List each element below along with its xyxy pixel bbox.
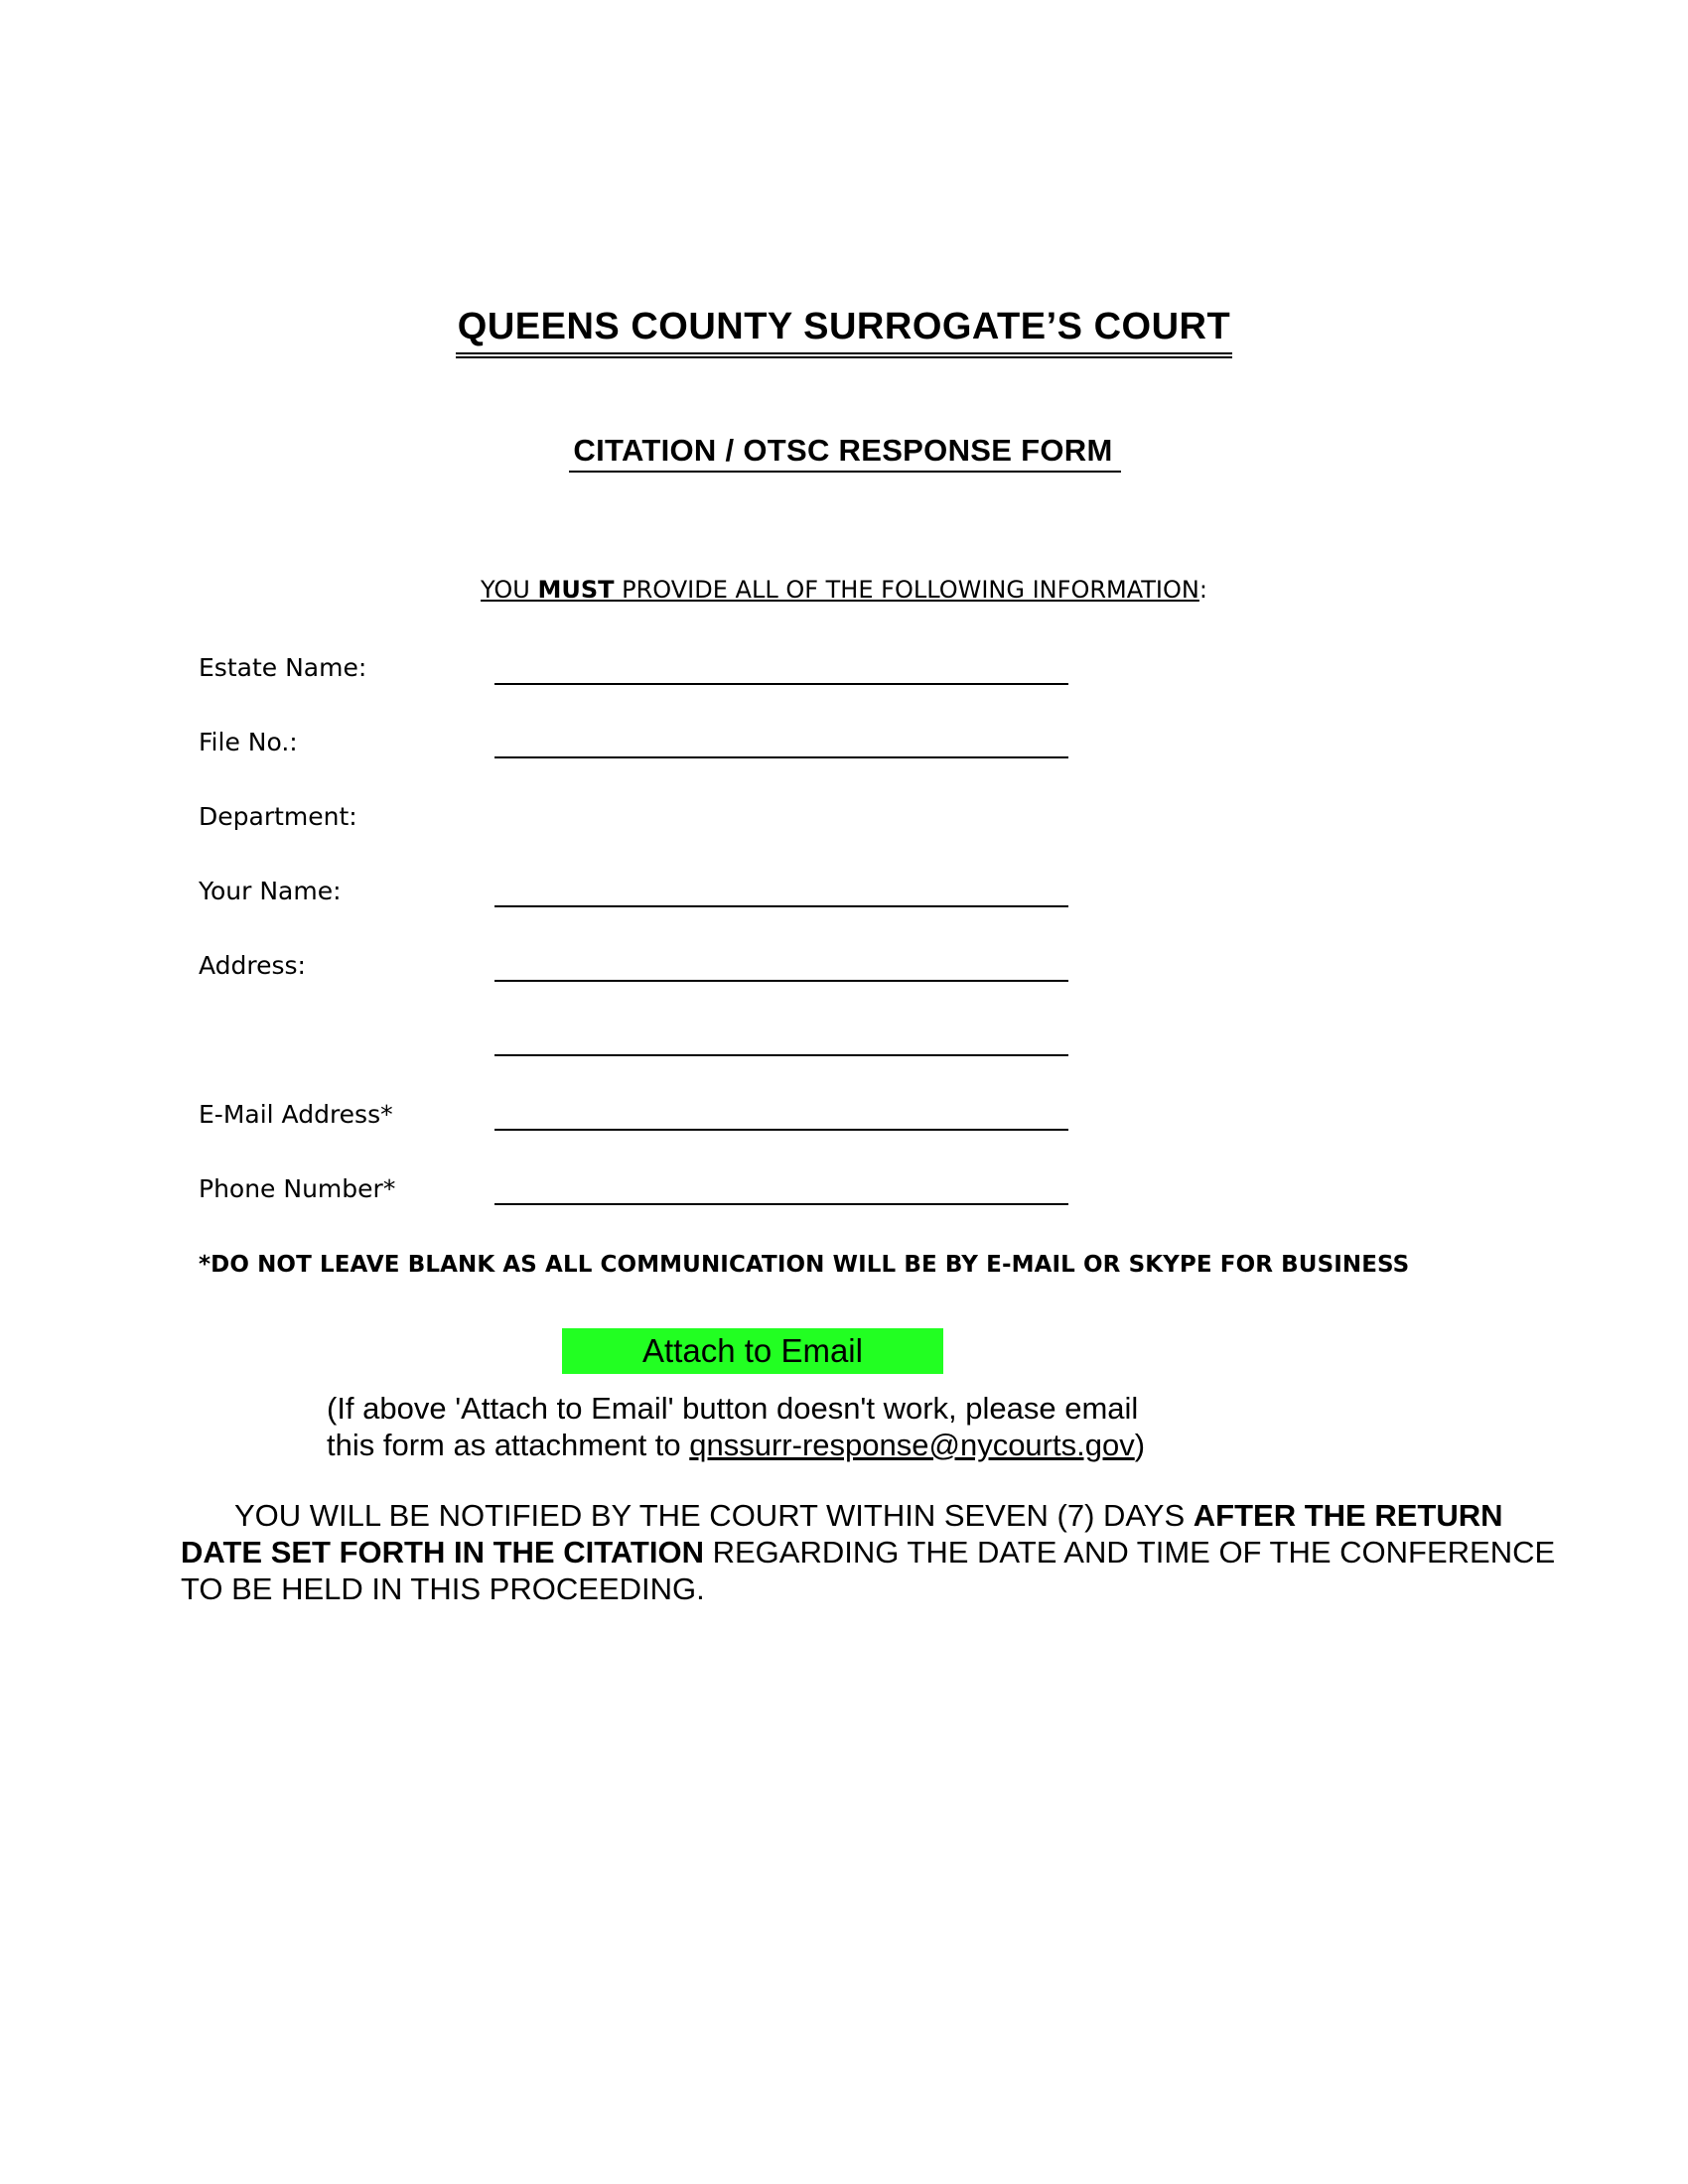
form-subtitle: CITATION / OTSC RESPONSE FORM xyxy=(569,433,1120,473)
estate-name-field[interactable] xyxy=(494,683,1068,685)
file-no-label: File No.: xyxy=(199,728,298,756)
attach-to-email-button[interactable]: Attach to Email xyxy=(562,1328,943,1374)
email-label: E-Mail Address* xyxy=(199,1100,393,1129)
instruction-emphasis: MUST xyxy=(537,576,615,604)
email-field[interactable] xyxy=(494,1129,1068,1131)
attachment-note xyxy=(327,1390,1145,1463)
file-no-field[interactable] xyxy=(494,756,1068,758)
department-label: Department: xyxy=(199,802,357,831)
estate-name-label: Estate Name: xyxy=(199,653,367,682)
instruction-text xyxy=(0,576,1688,604)
form-subtitle-container xyxy=(0,433,1688,473)
response-email-link[interactable]: qnssurr-response@nycourts.gov xyxy=(689,1428,1135,1462)
your-name-label: Your Name: xyxy=(199,877,342,905)
notice-part2: REGARDING THE DATE AND TIME OF THE CONFERENCE TO BE HELD IN THIS PROCEEDING. xyxy=(181,1535,1556,1606)
page-title-container xyxy=(0,306,1688,358)
instruction-colon: : xyxy=(1198,576,1207,604)
your-name-field[interactable] xyxy=(494,905,1068,907)
address-field-line1[interactable] xyxy=(494,980,1068,982)
notice-part1: YOU WILL BE NOTIFIED BY THE COURT WITHIN SEVEN (7) DAYS xyxy=(234,1498,1194,1533)
phone-label: Phone Number* xyxy=(199,1174,396,1203)
note-line2 xyxy=(327,1427,1145,1463)
instruction-part2: PROVIDE ALL OF THE FOLLOWING INFORMATION xyxy=(614,576,1199,604)
notification-notice xyxy=(181,1497,1571,1607)
note-line2-suffix: ) xyxy=(1134,1428,1146,1462)
note-line1: (If above 'Attach to Email' button doesn't work, please email xyxy=(327,1391,1139,1426)
phone-field[interactable] xyxy=(494,1203,1068,1205)
notice-bold: AFTER THE RETURN DATE SET FORTH IN THE CITATION xyxy=(181,1498,1503,1570)
warning-text: *DO NOT LEAVE BLANK AS ALL COMMUNICATION WILL BE BY E-MAIL OR SKYPE FOR BUSINESS xyxy=(199,1252,1410,1278)
page-title: QUEENS COUNTY SURROGATE’S COURT xyxy=(456,306,1232,358)
address-field-line2[interactable] xyxy=(494,1054,1068,1056)
instruction-part1: YOU xyxy=(481,576,538,604)
note-line2-prefix: this form as attachment to xyxy=(327,1428,690,1462)
address-label: Address: xyxy=(199,951,306,980)
